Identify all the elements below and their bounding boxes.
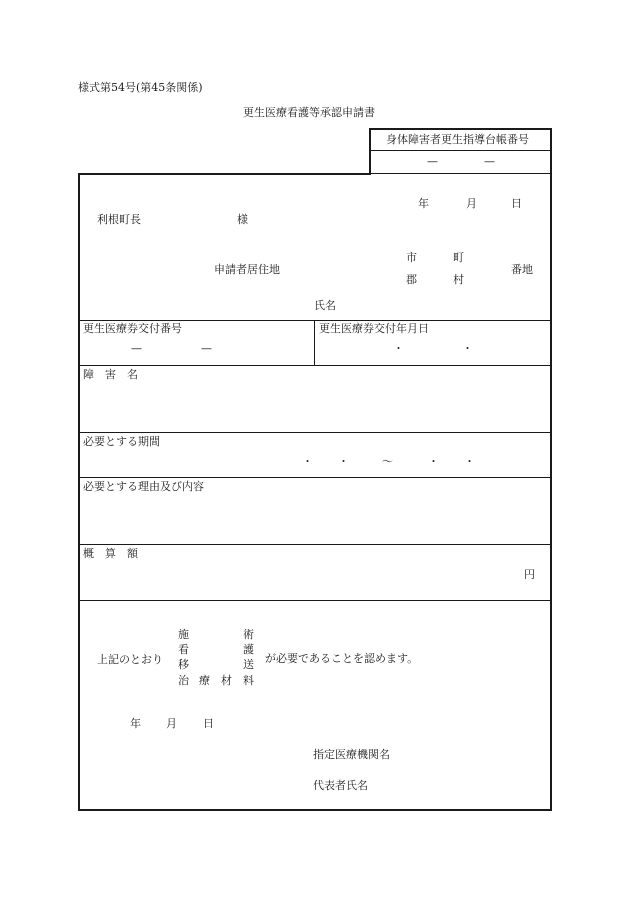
notebook-box-divider bbox=[370, 150, 551, 151]
notebook-dash-2: — bbox=[484, 155, 495, 168]
ticket-number-dash-2: — bbox=[201, 342, 212, 355]
approval-suffix: が必要であることを認めます。 bbox=[265, 652, 419, 665]
ticket-row-top bbox=[79, 320, 551, 321]
disability-row-top bbox=[79, 365, 551, 366]
institution-label: 指定医療機関名 bbox=[313, 748, 390, 761]
form-border-left bbox=[78, 173, 80, 811]
date-year: 年 bbox=[418, 197, 429, 210]
item-c4-r3: 送 bbox=[243, 658, 254, 671]
form-border-bottom bbox=[78, 809, 552, 811]
item-c4-r2: 護 bbox=[243, 643, 254, 656]
ticket-number-label: 更生医療券交付番号 bbox=[83, 322, 182, 335]
period-label: 必要とする期間 bbox=[83, 435, 160, 448]
notebook-dash-1: — bbox=[427, 155, 438, 168]
address-village: 村 bbox=[453, 273, 464, 286]
period-dot-4: ・ bbox=[464, 455, 475, 468]
item-c4-r1: 術 bbox=[243, 628, 254, 641]
item-c1-r4: 治 bbox=[178, 674, 189, 687]
date-day: 日 bbox=[511, 197, 522, 210]
form-border-right bbox=[550, 173, 552, 811]
period-row-top bbox=[79, 432, 551, 433]
estimate-unit: 円 bbox=[524, 568, 535, 581]
notebook-box-label: 身体障害者更生指導台帳番号 bbox=[386, 133, 529, 146]
period-dot-1: ・ bbox=[302, 455, 313, 468]
ticket-row-divider bbox=[314, 320, 315, 365]
approval-row-top bbox=[79, 600, 551, 601]
estimate-label: 概 算 額 bbox=[83, 547, 138, 560]
item-c1-r1: 施 bbox=[178, 628, 189, 641]
approval-date-day: 日 bbox=[203, 717, 214, 730]
address-city: 市 bbox=[406, 251, 417, 264]
date-month: 月 bbox=[466, 197, 477, 210]
form-border-top-right bbox=[370, 173, 551, 174]
notebook-box-top bbox=[370, 128, 551, 130]
ticket-date-dot-1: ・ bbox=[393, 342, 404, 355]
address-label: 申請者居住地 bbox=[214, 263, 280, 276]
reason-row-top bbox=[79, 477, 551, 478]
addressee-honorific: 様 bbox=[237, 213, 248, 226]
approval-date-year: 年 bbox=[130, 717, 141, 730]
notebook-box-right bbox=[550, 128, 552, 174]
representative-label: 代表者氏名 bbox=[313, 779, 368, 792]
disability-label: 障 害 名 bbox=[83, 368, 138, 381]
address-county: 郡 bbox=[406, 273, 417, 286]
ticket-number-dash-1: — bbox=[131, 342, 142, 355]
notebook-box-left bbox=[369, 128, 371, 175]
address-town: 町 bbox=[453, 251, 464, 264]
item-c1-r2: 看 bbox=[178, 643, 189, 656]
form-title: 更生医療看護等承認申請書 bbox=[243, 106, 375, 119]
approval-date-month: 月 bbox=[166, 717, 177, 730]
approval-prefix: 上記のとおり bbox=[97, 653, 163, 666]
item-c4-r4: 料 bbox=[243, 674, 254, 687]
applicant-name-label: 氏名 bbox=[314, 299, 336, 312]
period-tilde: ～ bbox=[382, 455, 393, 468]
reason-label: 必要とする理由及び内容 bbox=[83, 480, 204, 493]
period-dot-3: ・ bbox=[428, 455, 439, 468]
item-c1-r3: 移 bbox=[178, 658, 189, 671]
form-number: 様式第54号(第45条関係) bbox=[78, 81, 203, 94]
form-border-top-left bbox=[78, 173, 370, 175]
estimate-row-top bbox=[79, 544, 551, 545]
ticket-date-dot-2: ・ bbox=[462, 342, 473, 355]
ticket-date-label: 更生医療券交付年月日 bbox=[319, 322, 429, 335]
address-banchi: 番地 bbox=[511, 263, 533, 276]
item-c3-r4: 材 bbox=[221, 674, 232, 687]
addressee-name: 利根町長 bbox=[97, 213, 141, 226]
period-dot-2: ・ bbox=[338, 455, 349, 468]
item-c2-r4: 療 bbox=[199, 674, 210, 687]
